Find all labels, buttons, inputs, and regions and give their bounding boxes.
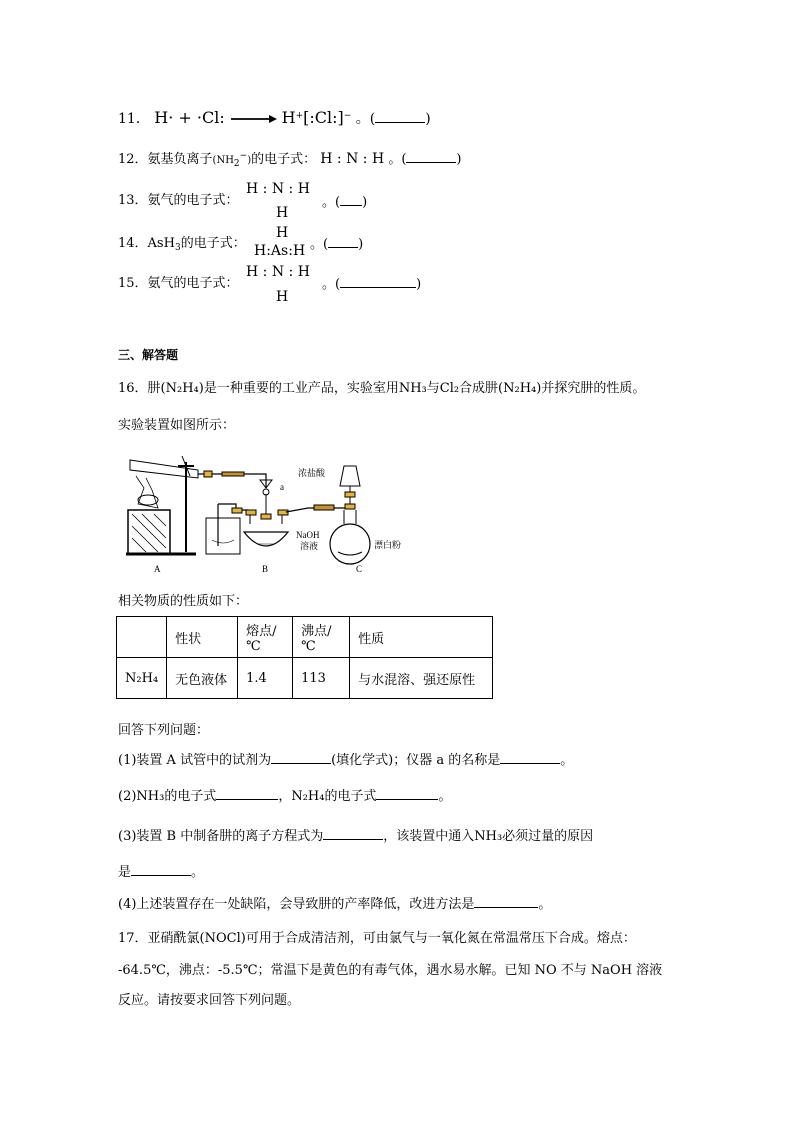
diagram-label-naoh: NaOH [296,530,320,540]
answer-blank[interactable] [406,162,456,163]
electron-formula-rhs: H [281,108,296,127]
question-number: 13．氨气的电子式： [118,193,239,208]
answer-blank[interactable] [328,247,358,248]
diagram-label-conc-hcl: 浓盐酸 [298,468,326,478]
section-title: 三、解答题 [118,348,179,362]
answer-blank[interactable] [500,763,560,764]
answer-blank[interactable] [131,875,191,876]
answer-blank[interactable] [340,287,416,288]
electron-formula-bracket: [:Cl:] [303,108,344,127]
electron-formula-row2: H [276,289,289,305]
diagram-label-naoh-solution: 溶液 [300,541,319,551]
question-17-line2: -64.5℃，沸点：-5.5℃；常温下是黄色的有毒气体，遇水易水解。已知 NO 不与 NaOH 溶液 [118,963,663,978]
sub-question-3: (3)装置 B 中制备肼的离子方程式为 ，该装置中通入NH₃必须过量的原因 [118,829,594,844]
table-cell: 无色液体 [167,658,238,699]
question-number: 11． [118,111,150,127]
reaction-arrow-icon [229,114,277,124]
table-header-row [117,617,493,658]
table-cell: 与水混溶、强还原性 [350,658,493,699]
properties-table [116,616,493,699]
answer-blank[interactable] [474,907,538,908]
question-13 [118,194,239,207]
electron-formula-row0: H [276,225,289,241]
table-row [117,658,493,699]
sub-question-3-cont: 是 。 [118,865,205,880]
question-17-line1: 17．亚硝酰氯(NOCl)可用于合成清洁剂，可由氯气与一氧化氮在常温常压下合成。熔点： [118,931,636,946]
question-13-tail: 。( ) [322,195,368,210]
question-15-tail: 。( ) [322,277,422,292]
question-number: 15．氨气的电子式： [118,276,239,291]
answer-blank[interactable] [376,799,438,800]
diagram-label-bleach: 漂白粉 [374,540,402,550]
table-header-cell: 熔点/℃ [238,617,293,658]
question-11: 11． H· + ·Cl: H+[:Cl:]− 。( ) [118,108,431,127]
table-cell: N₂H₄ [117,658,167,699]
diagram-label-b: B [262,564,269,574]
table-cell: 113 [293,658,350,699]
answer-intro: 回答下列问题： [118,723,210,738]
question-number: 14． [118,236,148,251]
diagram-label-a: A [154,564,161,574]
answer-blank[interactable] [271,763,331,764]
electron-formula-row1: H:As:H [254,243,306,259]
answer-blank[interactable] [375,122,425,123]
electron-formula-row1: H : N : H [246,181,310,197]
table-header-cell: 性质 [350,617,493,658]
question-15 [118,277,239,290]
electron-formula-lhs: H· + ·Cl: [154,108,225,127]
question-14: 14．AsH$_3$的电子式： [118,236,246,253]
answer-blank[interactable] [340,205,362,206]
sub-question-1: (1)装置 A 试管中的试剂为 (填化学式)；仪器 a 的名称是 。 [118,753,574,768]
answer-blank[interactable] [216,799,278,800]
table-header-cell: 性状 [167,617,238,658]
electron-formula-row1: H : N : H [246,264,310,280]
question-16-line1: 16．肼(N₂H₄)是一种重要的工业产品，实验室用NH₃与Cl₂合成肼(N₂H₄)并探究肼的性质。 [118,381,646,396]
table-cell: 1.4 [238,658,293,699]
sub-question-4: (4)上述装置存在一处缺陷，会导致肼的产率降低，改进方法是 。 [118,897,552,912]
electron-formula: H : N : H [320,151,385,167]
sub-question-2: (2)NH₃的电子式 ，N₂H₄的电子式 。 [118,789,452,804]
question-number: 12．氨基负离子 [118,152,213,167]
question-14-tail: 。( ) [310,237,364,252]
question-17-line3: 反应。请按要求回答下列问题。 [118,993,301,1008]
table-header-cell [117,617,167,658]
diagram-label-c: C [356,564,363,574]
diagram-label-valve-a: a [280,482,284,492]
electron-formula-row2: H [276,205,289,221]
apparatus-diagram [118,448,418,578]
table-header-cell: 沸点/℃ [293,617,350,658]
question-16-line2: 实验装置如图所示： [118,418,236,433]
question-12: 12．氨基负离子$(NH_2^-)$的电子式： H : N : H 。( ) [118,151,462,169]
properties-intro: 相关物质的性质如下： [118,594,249,609]
answer-blank[interactable] [323,839,383,840]
